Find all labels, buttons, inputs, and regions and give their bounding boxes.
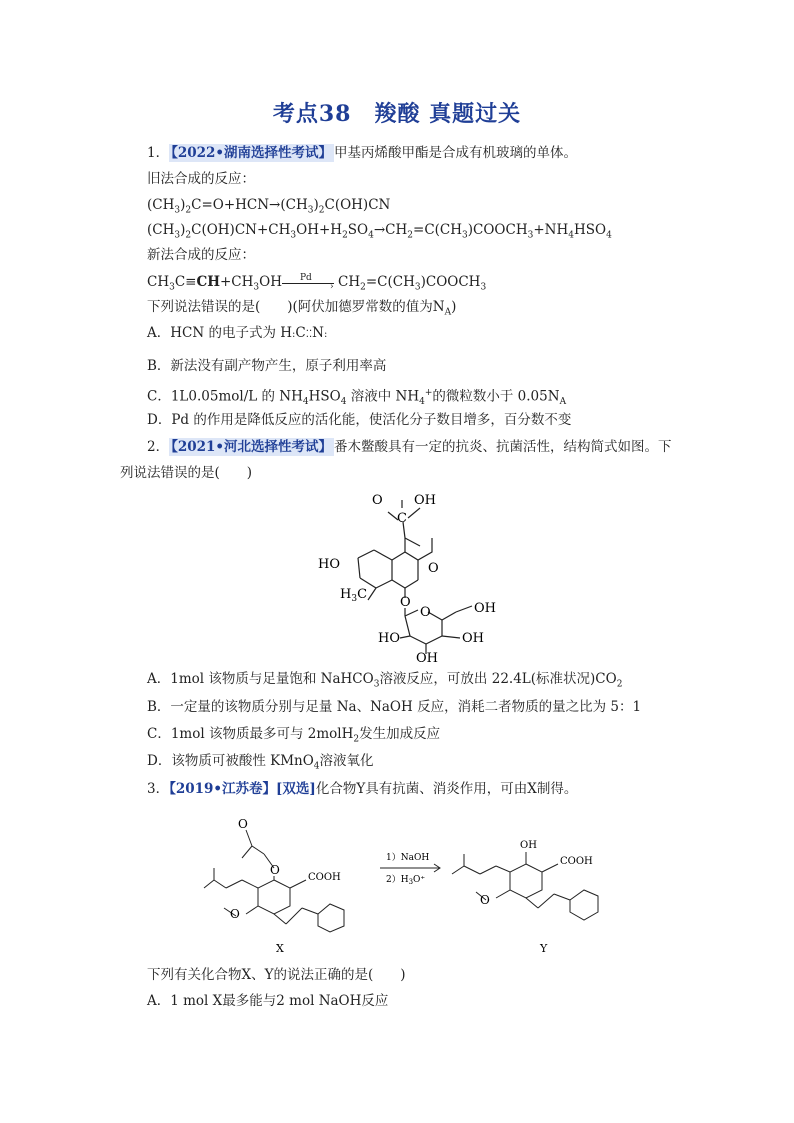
carbon-label: C: [397, 511, 407, 526]
q1-question: 下列说法错误的是( )(阿伏加德罗常数的值为$N_A$): [147, 299, 457, 318]
oh-label-sugar-right: OH: [462, 631, 484, 646]
oxo-label: O: [372, 493, 383, 508]
q2-source-tag: 【2021•河北选择性考试】: [171, 439, 333, 455]
q1-old-title: 旧法合成的反应：: [147, 171, 255, 187]
glycosidic-o-label: O: [400, 595, 411, 610]
q2-stem: 2． 【2021•河北选择性考试】 番木鳖酸具有一定的抗炎、抗菌活性，结构简式如图。下: [147, 439, 672, 455]
q2-option-d: D．该物质可被酸性 KMnO$_4$溶液氧化: [147, 753, 374, 772]
x-carbonyl-o: O: [238, 817, 248, 831]
ho-label-left: HO: [318, 557, 340, 572]
y-ether-o: O: [480, 893, 490, 907]
x-ester-o: O: [270, 863, 280, 877]
q1-number: 1．: [147, 145, 170, 161]
q1-stem: [147, 144, 577, 162]
x-cooh: COOH: [308, 872, 341, 883]
q1-option-c: C．1L0.05mol/L 的 $NH_4HSO_4$ 溶液中 $NH_4^+$的微粒数小于 $0.05N_A$: [147, 388, 567, 408]
q2-option-c: C．1mol 该物质最多可与 2molH$_2$发生加成反应: [147, 726, 441, 745]
q3-question: 下列有关化合物X、Y的说法正确的是( ): [147, 967, 406, 983]
y-cooh: COOH: [560, 856, 593, 867]
q1-option-a: A．HCN 的电子式为 H:C⁚⁚N:: [147, 325, 328, 341]
sugar-ring-o-label: O: [420, 605, 431, 620]
q1-old-eq2: $(CH_3)_2C(OH)CN+CH_3OH+H_2SO_4\to CH_2=C(CH_3)COOCH_3+NH_4HSO_4$: [147, 222, 612, 241]
q1-old-eq1: $(CH_3)_2C=O+HCN\to(CH_3)_2C(OH)CN$: [147, 197, 391, 216]
oh-label-right: OH: [474, 601, 496, 616]
ho-label-sugar: HO: [378, 631, 400, 646]
q2-stem-cont: 列说法错误的是( ): [120, 465, 253, 481]
reagent-step2: $2)H_3O^+$: [386, 875, 426, 886]
q1-option-b: B．新法没有副产物产生，原子利用率高: [147, 358, 387, 374]
q1-stem-text: 甲基丙烯酸甲酯是合成有机玻璃的单体。: [334, 145, 578, 161]
compound-y-label: Y: [540, 942, 548, 955]
q3-option-a: A．1 mol X最多能与2 mol NaOH反应: [147, 993, 389, 1009]
q1-new-eq: $CH_3C\equiv CH+CH_3OH$ Pd › $CH_2=C(CH_3)COOCH_3$: [147, 273, 486, 297]
loganic-acid-structure: [310, 488, 510, 663]
ring-o-label: O: [428, 561, 439, 576]
compound-x-label: X: [276, 942, 284, 955]
q3-stem: 3．【2019•江苏卷】[双选]化合物Y具有抗菌、消炎作用，可由X制得。: [147, 781, 578, 797]
reaction-arrow: [282, 283, 334, 284]
oh-label-top: OH: [414, 493, 436, 508]
q2-option-b: B．一定量的该物质分别与足量 Na、NaOH 反应，消耗二者物质的量之比为 5：1: [147, 699, 642, 715]
reagent-step1: 1）NaOH: [386, 853, 430, 863]
oh-label-bottom: OH: [416, 651, 438, 663]
q1-source-tag: 【2022•湖南选择性考试】: [171, 145, 333, 161]
q3-source-tag: 【2019•江苏卷】[双选]: [169, 781, 316, 797]
x-ether-o: O: [230, 907, 240, 921]
page-title: 考点38 羧酸 真题过关: [272, 101, 522, 127]
q1-option-d: D．Pd 的作用是降低反应的活化能，使活化分子数目增多，百分数不变: [147, 412, 572, 428]
q1-new-title: 新法合成的反应：: [147, 247, 255, 263]
y-oh: OH: [520, 840, 537, 851]
reaction-scheme-x-to-y: [190, 808, 650, 958]
q2-option-a: A．1mol 该物质与足量饱和 NaHCO$_3$溶液反应，可放出 22.4L(标准状况)$CO_2$: [147, 671, 623, 690]
pd-catalyst-label: Pd: [300, 272, 312, 283]
methyl-label: $H_3C$: [340, 587, 368, 604]
